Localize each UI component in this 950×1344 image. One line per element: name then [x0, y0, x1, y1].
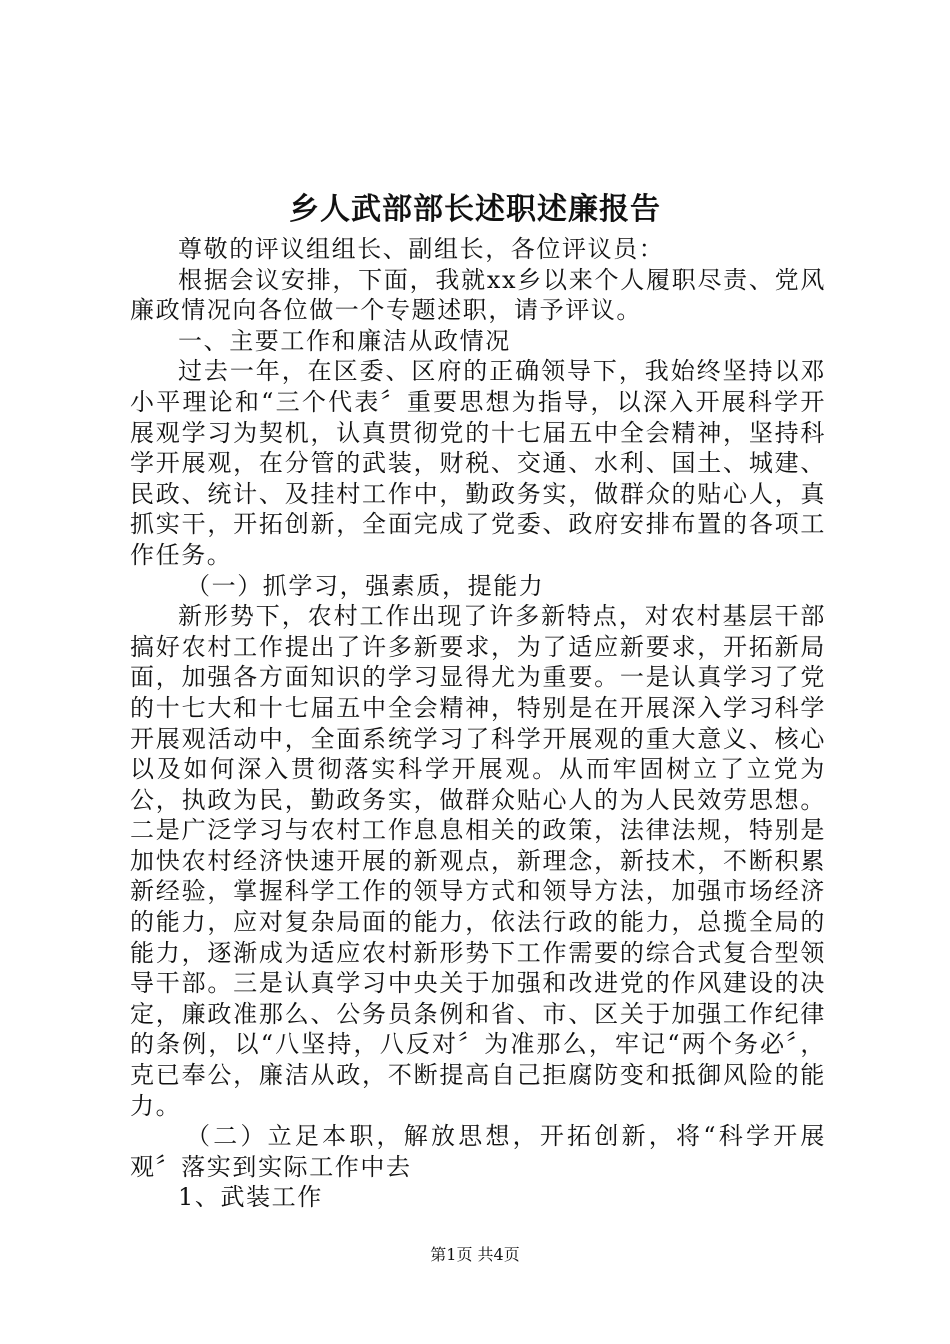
subsection-heading-1: （一）抓学习，强素质，提能力	[186, 571, 545, 600]
subsection-1-paragraph: 新形势下，农村工作出现了许多新特点，对农村基层干部搞好农村工作提出了许多新要求，为了适应新要求，开拓新局面，加强各方面知识的学习显得尤为重要。一是认真学习了党的十七大和十七届五中全会精神，特别是在开展深入学习科学开展观活动中，全面系统学习了科学开展观的重大意义、核心以及如何深入贯彻落实科学开展观。从而牢固树立了立党为公，执政为民，勤政务实，做群众贴心人的为人民效劳思想。二是广泛学习与农村工作息息相关的政策，法律法规，特别是加快农村经济快速开展的新观点，新理念，新技术，不断积累新经验，掌握科学工作的领导方式和领导方法，加强市场经济的能力，应对复杂局面的能力，依法行政的能力，总揽全局的能力，逐渐成为适应农村新形势下工作需要的综合式复合型领导干部。三是认真学习中央关于加强和改进党的作风建设的决定，廉政准那么、公务员条例和省、市、区关于加强工作纪律的条例，以“八坚持，八反对〞为准那么，牢记“两个务必〞，克已奉公，廉洁从政，不断提高自己拒腐防变和抵御风险的能力。	[130, 602, 826, 1120]
section-heading-1: 一、主要工作和廉洁从政情况	[178, 326, 511, 355]
document-title: 乡人武部部长述职述廉报告	[289, 192, 661, 227]
section-1-paragraph: 过去一年，在区委、区府的正确领导下，我始终坚持以邓小平理论和“三个代表〞重要思想为指导，以深入开展科学开展观学习为契机，认真贯彻党的十七届五中全会精神，坚持科学开展观，在分管的武装，财税、交通、水利、国土、城建、民政、统计、及挂村工作中，勤政务实，做群众的贴心人，真抓实干，开拓创新，全面完成了党委、政府安排布置的各项工作任务。	[130, 357, 826, 569]
page-footer: 第1页 共4页	[430, 1245, 520, 1264]
subsection-heading-2: （二）立足本职，解放思想，开拓创新，将“科学开展观〞落实到实际工作中去	[130, 1122, 826, 1181]
document-body	[130, 234, 826, 1213]
item-heading-1: 1、武装工作	[178, 1183, 323, 1212]
intro-paragraph: 根据会议安排，下面，我就xx乡以来个人履职尽责、党风廉政情况向各位做一个专题述职，请予评议。	[130, 265, 826, 325]
salutation-paragraph: 尊敬的评议组组长、副组长，各位评议员：	[178, 235, 665, 263]
